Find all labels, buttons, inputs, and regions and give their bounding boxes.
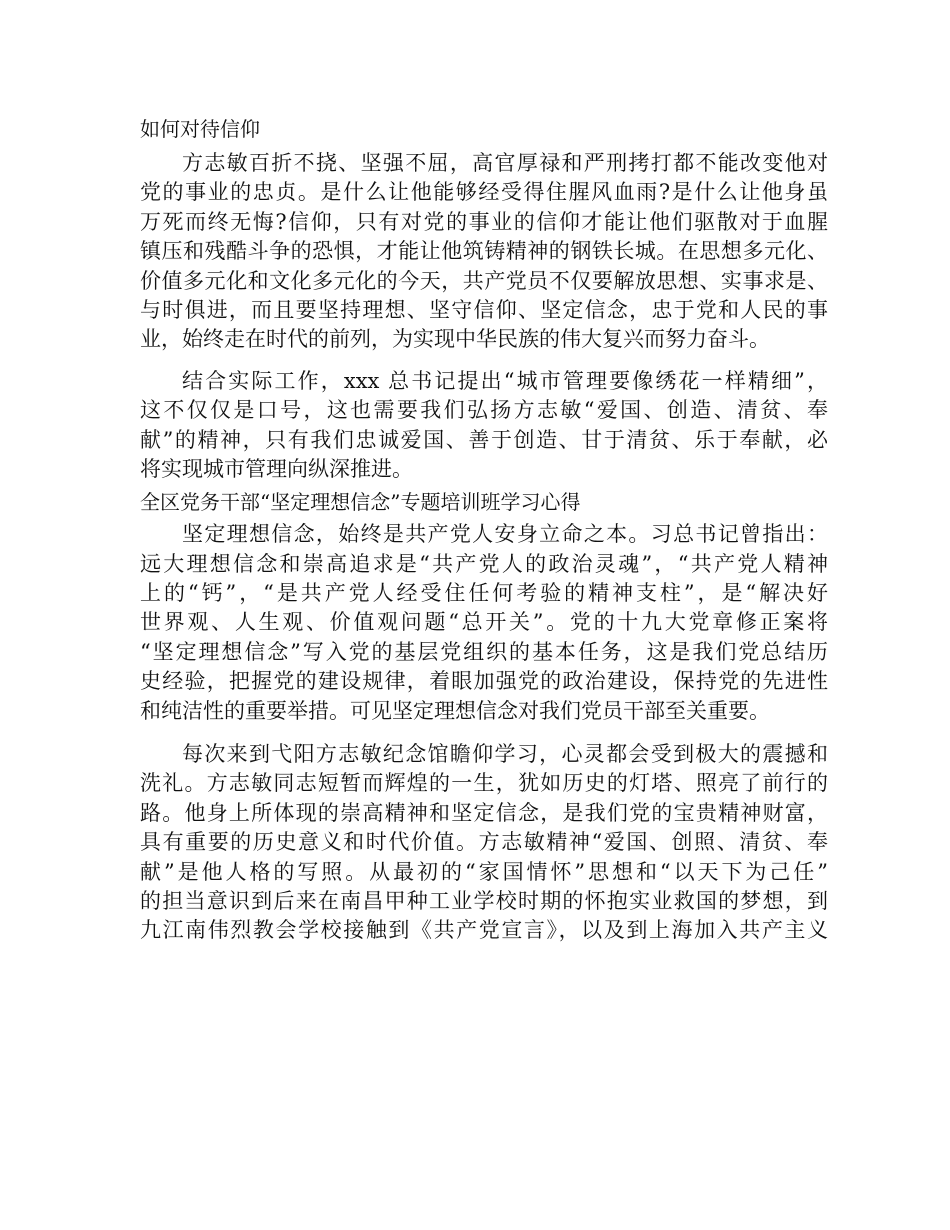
text-line: 献”的精神，只有我们忠诚爱国、善于创造、甘于清贫、乐于奉献，必 <box>140 427 828 452</box>
text-line: 路。他身上所体现的崇高精神和坚定信念，是我们党的宝贵精神财富， <box>140 800 828 825</box>
text-line: 方志敏百折不挠、坚强不屈，高官厚禄和严刑拷打都不能改变他对 <box>182 151 828 175</box>
text-line: 九江南伟烈教会学校接触到《共产党宣言》，以及到上海加入共产主义 <box>140 918 828 943</box>
text-line: 和纯洁性的重要举措。可见坚定理想信念对我们党员干部至关重要。 <box>140 698 770 723</box>
text-line: 将实现城市管理向纵深推进。 <box>140 456 413 481</box>
text-line: 远大理想信念和崇高追求是“共产党人的政治灵魂”，“共产党人精神 <box>140 551 828 576</box>
section-heading-training: 全区党务干部“坚定理想信念”专题培训班学习心得 <box>140 490 581 515</box>
text-line: 万死而终无悔?信仰，只有对党的事业的信仰才能让他们驱散对于血腥 <box>140 209 828 234</box>
text-line: 价值多元化和文化多元化的今天，共产党员不仅要解放思想、实事求是、 <box>140 268 828 293</box>
paragraph <box>140 149 828 355</box>
text-line: 献”是他人格的写照。从最初的“家国情怀”思想和“以天下为己任” <box>140 859 828 884</box>
text-line: 史经验，把握党的建设规律，着眼加强党的政治建设，保持党的先进性 <box>140 669 828 694</box>
text-line: 这不仅仅是口号，这也需要我们弘扬方志敏“爱国、创造、清贫、奉 <box>140 398 828 423</box>
section-heading-faith: 如何对待信仰 <box>140 117 260 141</box>
paragraph <box>140 740 828 946</box>
text-line: 镇压和残酷斗争的恐惧，才能让他筑铸精神的钢铁长城。在思想多元化、 <box>140 239 828 264</box>
paragraph <box>140 520 828 726</box>
text-line: 具有重要的历史意义和时代价值。方志敏精神“爱国、创照、清贫、奉 <box>140 830 828 855</box>
paragraph <box>140 367 828 485</box>
text-line: 每次来到弋阳方志敏纪念馆瞻仰学习，心灵都会受到极大的震撼和 <box>182 742 828 767</box>
text-line: 与时俱进，而且要坚持理想、坚守信仰、坚定信念，忠于党和人民的事 <box>140 297 828 322</box>
text-line: 党的事业的忠贞。是什么让他能够经受得住腥风血雨?是什么让他身虽 <box>140 180 828 205</box>
document-page <box>140 113 828 946</box>
text-line: 的担当意识到后来在南昌甲种工业学校时期的怀抱实业救国的梦想，到 <box>140 888 828 913</box>
text-line: 结合实际工作，xxx 总书记提出“城市管理要像绣花一样精细”， <box>182 368 828 393</box>
text-line: 洗礼。方志敏同志短暂而辉煌的一生，犹如历史的灯塔、照亮了前行的 <box>140 771 828 796</box>
text-line: 世界观、人生观、价值观问题“总开关”。党的十九大党章修正案将 <box>140 610 828 635</box>
text-line: 业，始终走在时代的前列，为实现中华民族的伟大复兴而努力奋斗。 <box>140 327 770 352</box>
text-line: 坚定理想信念，始终是共产党人安身立命之本。习总书记曾指出： <box>182 522 828 547</box>
text-line: “坚定理想信念”写入党的基层党组织的基本任务，这是我们党总结历 <box>140 639 828 664</box>
text-line: 上的“钙”，“是共产党人经受住任何考验的精神支柱”，是“解决好 <box>140 581 828 606</box>
